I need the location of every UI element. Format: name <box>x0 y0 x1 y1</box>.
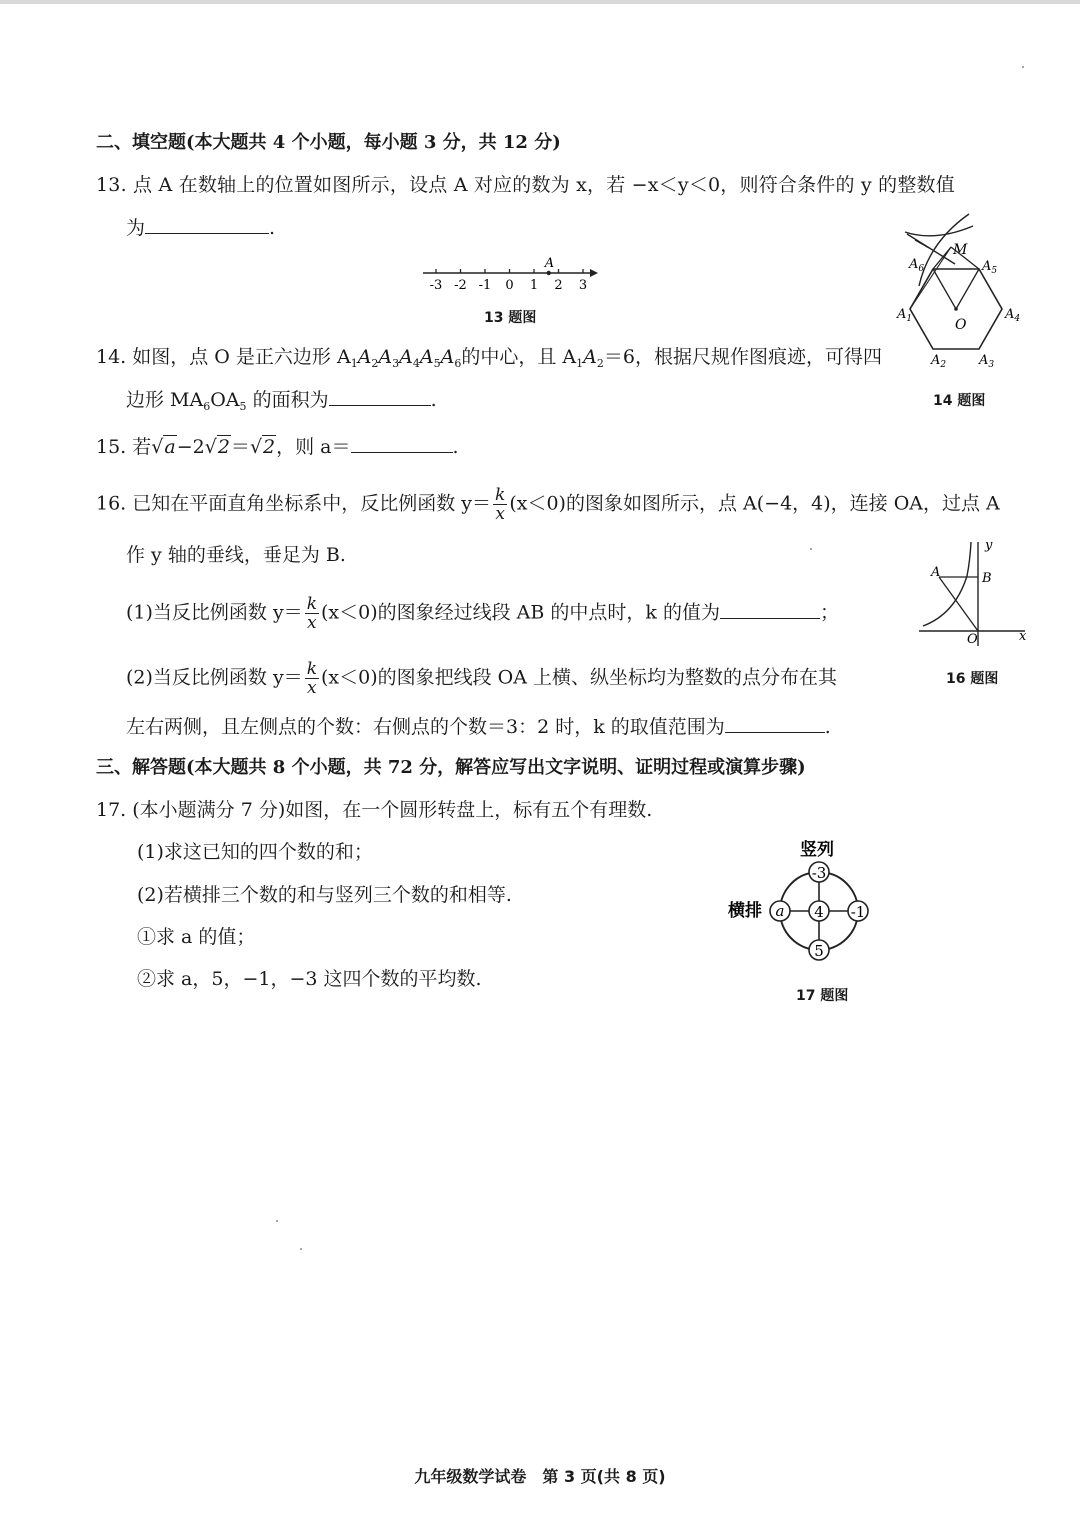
scan-mark <box>1022 66 1024 68</box>
label-b: B <box>982 571 992 586</box>
label-a1: $A_1$ <box>897 307 913 324</box>
q16-part2: (2)当反比例函数 y＝ $\frac{k}{x}$ (x＜0)的图象把线段 OA 上横、纵坐标均为整数的点分布在其 <box>126 659 838 698</box>
label-row: 横排 <box>728 901 762 921</box>
q17-part1: (1)求这已知的四个数的和； <box>137 841 373 863</box>
q14-caption: 14 题图 <box>933 393 986 409</box>
label-a5: $A_5$ <box>982 259 998 276</box>
q14-text-line2: 边形 $MA_6OA_5$ 的面积为 . <box>126 389 437 413</box>
label-a2: $A_2$ <box>931 353 947 370</box>
q16-coordinate-figure <box>915 536 1035 651</box>
label-m: M <box>953 242 968 258</box>
label-a6: $A_6$ <box>909 257 925 274</box>
label-a: A <box>931 565 941 580</box>
number-line-tick-label: -2 <box>454 278 467 293</box>
q16-fraction: $\frac{k}{x}$ <box>495 485 506 524</box>
q17-intro: 17. (本小题满分 7 分)如图，在一个圆形转盘上，标有五个有理数. <box>96 799 653 821</box>
q16-text-line1: 16. 已知在平面直角坐标系中，反比例函数 y＝ $\frac{k}{x}$ (x＜0)的图象如图所示，点 A(−4，4)，连接 OA，过点 A <box>96 485 1000 524</box>
section-3-heading: 三、解答题(本大题共 8 个小题，共 72 分，解答应写出文字说明、证明过程或演算步骤) <box>96 757 806 778</box>
point-a-dot <box>547 271 551 275</box>
label-a3: $A_3$ <box>979 353 995 370</box>
hyperbola-curve <box>923 542 971 626</box>
q17-part2-a: ①求 a 的值； <box>137 926 256 948</box>
q14-hexagon-figure <box>895 212 1035 377</box>
scan-mark <box>300 1248 302 1250</box>
q16-part2-answer-blank[interactable] <box>725 714 825 733</box>
number-line-tick-label: -3 <box>429 278 443 293</box>
q15-text: 15. 若√a−2√2＝√2，则 a＝ . <box>96 436 459 458</box>
section-2-heading: 二、填空题(本大题共 4 个小题，每小题 3 分，共 12 分) <box>96 132 561 153</box>
q13-text-line1: 13. 点 A 在数轴上的位置如图所示，设点 A 对应的数为 x，若 −x＜y＜0，则符合条件的 y 的整数值 <box>96 174 955 196</box>
q13-text-line2 <box>126 215 275 240</box>
center-o-dot <box>954 307 958 311</box>
left-number: a <box>775 902 785 920</box>
q17-part2-b: ②求 a，5，−1，−3 这四个数的平均数. <box>137 968 482 990</box>
construction-tick <box>915 240 929 248</box>
q16-part1-answer-blank[interactable] <box>720 600 820 619</box>
segment-a5-o <box>956 269 979 309</box>
q13-number-line-figure <box>418 250 608 298</box>
center-number: 4 <box>814 903 824 921</box>
q14-answer-blank[interactable] <box>329 387 431 406</box>
bottom-number: 5 <box>814 942 824 960</box>
q16-part1: (1)当反比例函数 y＝ $\frac{k}{x}$ (x＜0)的图象经过线段 AB 的中点时，k 的值为 ； <box>126 594 839 633</box>
q13-caption: 13 题图 <box>484 310 537 326</box>
number-line-tick-label: -1 <box>478 278 492 293</box>
label-o: O <box>955 317 967 333</box>
scan-mark <box>276 1220 278 1222</box>
right-number: -1 <box>850 903 866 921</box>
number-line-tick-label: 0 <box>505 278 514 293</box>
page-footer: 九年级数学试卷 第 3 页(共 8 页) <box>414 1467 666 1486</box>
label-a4: $A_4$ <box>1005 307 1021 324</box>
label-column: 竖列 <box>800 840 834 860</box>
scan-top-edge <box>0 0 1080 4</box>
segment-a6-o <box>933 269 956 309</box>
arc-trace-1 <box>905 226 973 236</box>
number-line-tick-label: 2 <box>554 278 563 293</box>
q16-text-line2: 作 y 轴的垂线，垂足为 B. <box>126 544 346 566</box>
label-x: x <box>1019 629 1027 644</box>
label-y: y <box>985 538 993 553</box>
top-number: -3 <box>811 864 827 882</box>
number-line-tick-label: 1 <box>529 278 539 293</box>
number-line-arrow <box>590 269 598 277</box>
q17-part2: (2)若横排三个数的和与竖列三个数的和相等. <box>137 884 512 906</box>
q13-answer-blank[interactable] <box>145 215 269 234</box>
q14-text-line1: 14. 如图，点 O 是正六边形 $A_1A_2A_3A_4A_5A_6$的中心，且 $A_1A_2=6$，根据尺规作图痕迹，可得四 <box>96 346 882 370</box>
q16-text-last: 左右两侧，且左侧点的个数：右侧点的个数＝3：2 时，k 的取值范围为 . <box>126 716 831 738</box>
q17-spinner-figure <box>720 835 890 970</box>
q17-caption: 17 题图 <box>796 988 849 1004</box>
q13-prefix: 为 <box>126 217 146 239</box>
point-a-label: A <box>544 256 555 271</box>
scan-mark <box>810 548 812 550</box>
q13-suffix: . <box>269 217 276 239</box>
q15-answer-blank[interactable] <box>351 434 453 453</box>
segment-oa <box>939 577 978 631</box>
q16-caption: 16 题图 <box>946 671 999 687</box>
label-o: O <box>967 632 978 647</box>
number-line-tick-label: 3 <box>578 278 588 293</box>
